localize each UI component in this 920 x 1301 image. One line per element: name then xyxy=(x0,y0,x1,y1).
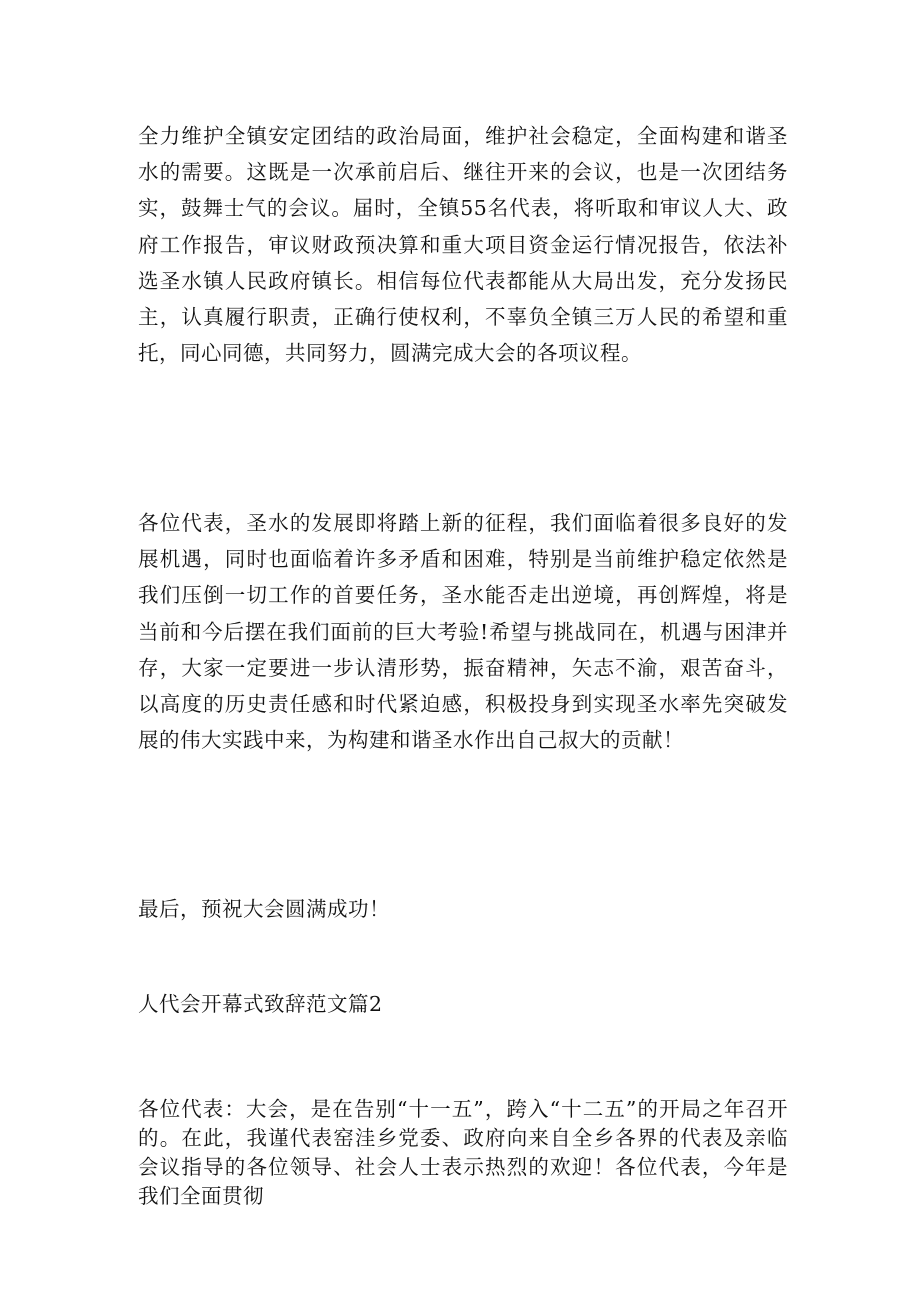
paragraph-development-challenges: 各位代表，圣水的发展即将踏上新的征程，我们面临着很多良好的发展机遇，同时也面临着许多矛盾和困难，特别是当前维护稳定依然是我们压倒一切工作的首要任务，圣水能否走出逆境，再创辉煌，将是当前和今后摆在我们面前的巨大考验!希望与挑战同在，机遇与困津并存，大家一定要进一步认清形势，振奋精神，矢志不渝，艰苦奋斗，以高度的历史责任感和时代紧迫感，积极投身到实现圣水率先突破发展的伟大实践中来，为构建和谐圣水作出自己叔大的贡献！ xyxy=(138,511,788,753)
section-heading: 人代会开幕式致辞范文篇2 xyxy=(138,992,383,1016)
paragraph-opening-address: 各位代表：大会，是在告别“十一五”，跨入“十二五”的开局之年召开的。在此，我谨代表窑洼乡党委、政府向来自全乡各界的代表及亲临会议指导的各位领导、社会人士表示热烈的欢迎！各位代表，今年是我们全面贯彻 xyxy=(138,1097,788,1208)
paragraph-closing-wish: 最后，预祝大会圆满成功！ xyxy=(138,897,390,921)
paragraph-meeting-purpose: 全力维护全镇安定团结的政治局面，维护社会稳定，全面构建和谐圣水的需要。这既是一次承前启后、继往开来的会议，也是一次团结务实，鼓舞士气的会议。届时，全镇55名代表，将听取和审议人大、政府工作报告，审议财政预决算和重大项目资金运行情况报告，依法补选圣水镇人民政府镇长。相信每位代表都能从大局出发，充分发扬民主，认真履行职责，正确行使权利，不辜负全镇三万人民的希望和重托，同心同德，共同努力，圆满完成大会的各项议程。 xyxy=(138,124,788,366)
